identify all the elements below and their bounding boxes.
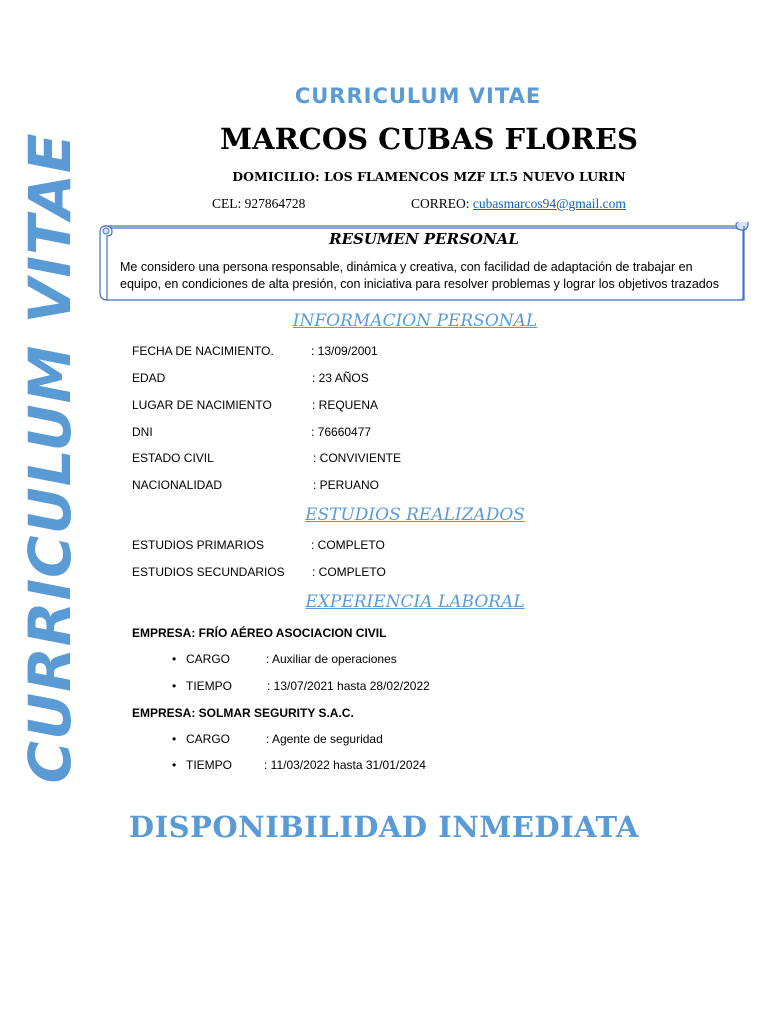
cv-title: CURRICULUM VITAE	[294, 84, 542, 108]
summary-title: RESUMEN PERSONAL	[329, 230, 519, 248]
studies-heading: ESTUDIOS REALIZADOS	[305, 505, 525, 525]
email-label: CORREO:	[411, 196, 470, 211]
time-value: : 11/03/2022 hasta 31/01/2024	[264, 758, 426, 772]
info-label: FECHA DE NACIMIENTO.	[132, 344, 274, 358]
study-value: : COMPLETO	[312, 565, 386, 579]
info-value: : PERUANO	[313, 478, 380, 492]
address: DOMICILIO: LOS FLAMENCOS MZF LT.5 NUEVO LURIN	[232, 169, 626, 184]
info-label: ESTADO CIVIL	[132, 451, 214, 465]
info-label: LUGAR DE NACIMIENTO	[132, 398, 272, 412]
info-value: : 76660477	[311, 425, 372, 439]
info-value: : 23 AÑOS	[312, 371, 369, 385]
vertical-banner: CURRICULUM VITAE	[16, 132, 84, 784]
role-value: : Agente de seguridad	[266, 732, 383, 746]
study-value: : COMPLETO	[311, 538, 385, 552]
info-label: EDAD	[132, 371, 166, 385]
email-link[interactable]: cubasmarcos94@gmail.com	[472, 196, 626, 211]
role-label: CARGO	[186, 652, 231, 666]
personal-info-heading: INFORMACION PERSONAL	[292, 311, 538, 331]
info-value: : 13/09/2001	[311, 344, 378, 358]
time-label: TIEMPO	[186, 758, 233, 772]
company-name: EMPRESA: FRÍO AÉREO ASOCIACION CIVIL	[132, 626, 387, 640]
role-label: CARGO	[186, 732, 231, 746]
summary-text: Me considero una persona responsable, dinámica y creativa, con facilidad de adaptación de trabajar en equipo, en condiciones de alta presión, con iniciativa para resolver problemas y lograr los objetivos trazados	[120, 260, 719, 291]
time-label: TIEMPO	[186, 679, 233, 693]
study-label: ESTUDIOS PRIMARIOS	[132, 538, 265, 552]
study-label: ESTUDIOS SECUNDARIOS	[132, 565, 285, 579]
availability-footer: DISPONIBILIDAD INMEDIATA	[128, 810, 640, 844]
time-value: : 13/07/2021 hasta 28/02/2022	[267, 679, 430, 693]
candidate-name: MARCOS CUBAS FLORES	[220, 122, 638, 156]
role-value: : Auxiliar de operaciones	[266, 652, 397, 666]
summary-scroll	[98, 222, 746, 300]
info-value: : CONVIVIENTE	[313, 451, 402, 465]
bullet-icon: •	[172, 758, 177, 772]
info-value: : REQUENA	[312, 398, 379, 412]
bullet-icon: •	[172, 679, 177, 693]
info-label: NACIONALIDAD	[132, 478, 223, 492]
experience-heading: EXPERIENCIA LABORAL	[305, 592, 525, 612]
company-name: EMPRESA: SOLMAR SEGURITY S.A.C.	[132, 706, 354, 720]
bullet-icon: •	[172, 732, 177, 746]
bullet-icon: •	[172, 652, 177, 666]
phone: CEL: 927864728	[212, 196, 306, 211]
info-label: DNI	[132, 425, 153, 439]
email-line	[411, 196, 626, 212]
